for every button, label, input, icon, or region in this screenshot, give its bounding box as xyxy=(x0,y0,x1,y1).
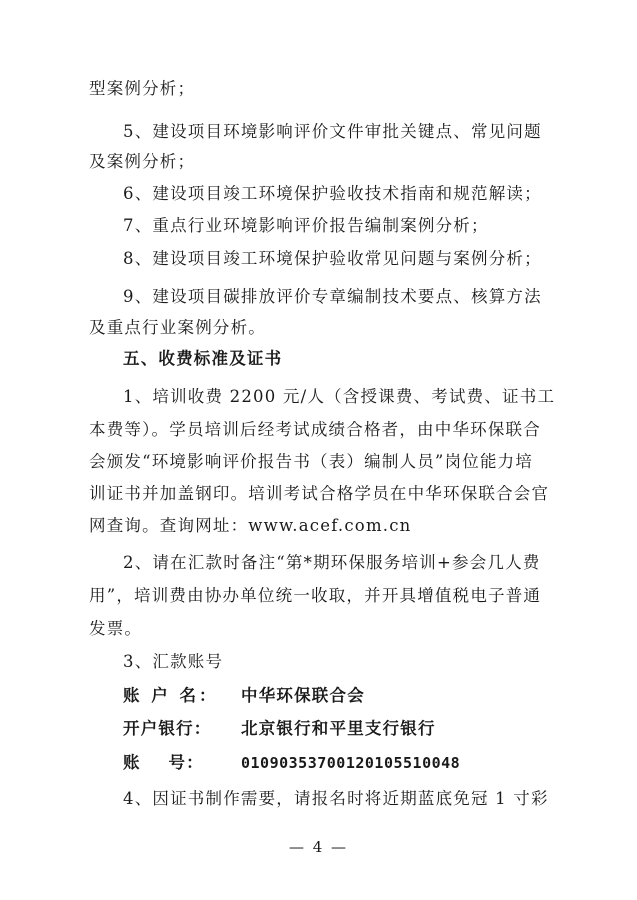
account-name-value: 中华环保联合会 xyxy=(241,686,365,705)
bank-label: 开户银行： xyxy=(123,719,212,738)
list-item: 5、建设项目环境影响评价文件审批关键点、常见问题 xyxy=(123,122,542,141)
text-line: 型案例分析； xyxy=(89,79,196,98)
list-item: 9、建设项目碳排放评价专章编制技术要点、核算方法 xyxy=(123,287,542,306)
list-item: 4、因证书制作需要，请报名时将近期蓝底免冠 1 寸彩 xyxy=(123,789,549,808)
list-item: 2、请在汇款时备注“第*期环保服务培训+参会几人费 xyxy=(123,553,541,572)
text-line: 网查询。查询网址：www.acef.com.cn xyxy=(89,516,412,535)
account-number-label: 账 号： xyxy=(123,753,204,772)
bank-row xyxy=(0,717,637,741)
list-item: 1、培训收费 2200 元/人（含授课费、考试费、证书工 xyxy=(123,387,556,406)
section-heading: 五、收费标准及证书 xyxy=(123,349,283,368)
account-name-label: 账 户 名： xyxy=(123,686,219,705)
list-item: 3、汇款账号 xyxy=(123,652,224,671)
text-line: 及案例分析； xyxy=(89,152,196,171)
account-number-value: 01090353700120105510048 xyxy=(241,754,461,772)
list-item: 6、建设项目竣工环境保护验收技术指南和规范解读； xyxy=(123,184,542,203)
text-line: 及重点行业案例分析。 xyxy=(89,318,266,337)
account-number-row xyxy=(0,751,637,775)
text-line: 发票。 xyxy=(89,619,143,638)
text-line: 本费等）。学员培训后经考试成绩合格者，由中华环保联合 xyxy=(89,420,541,439)
text-line: 用”，培训费由协办单位统一收取，并开具增值税电子普通 xyxy=(89,586,542,605)
page-number: — 4 — xyxy=(288,838,349,856)
list-item: 8、建设项目竣工环境保护验收常见问题与案例分析； xyxy=(123,249,542,268)
bank-value: 北京银行和平里支行银行 xyxy=(241,719,436,738)
text-line: 会颁发“环境影响评价报告书（表）编制人员”岗位能力培 xyxy=(89,452,534,471)
list-item: 7、重点行业环境影响评价报告编制案例分析； xyxy=(123,216,489,235)
account-name-row xyxy=(0,684,637,708)
text-line: 训证书并加盖钢印。培训考试合格学员在中华环保联合会官 xyxy=(89,484,550,503)
